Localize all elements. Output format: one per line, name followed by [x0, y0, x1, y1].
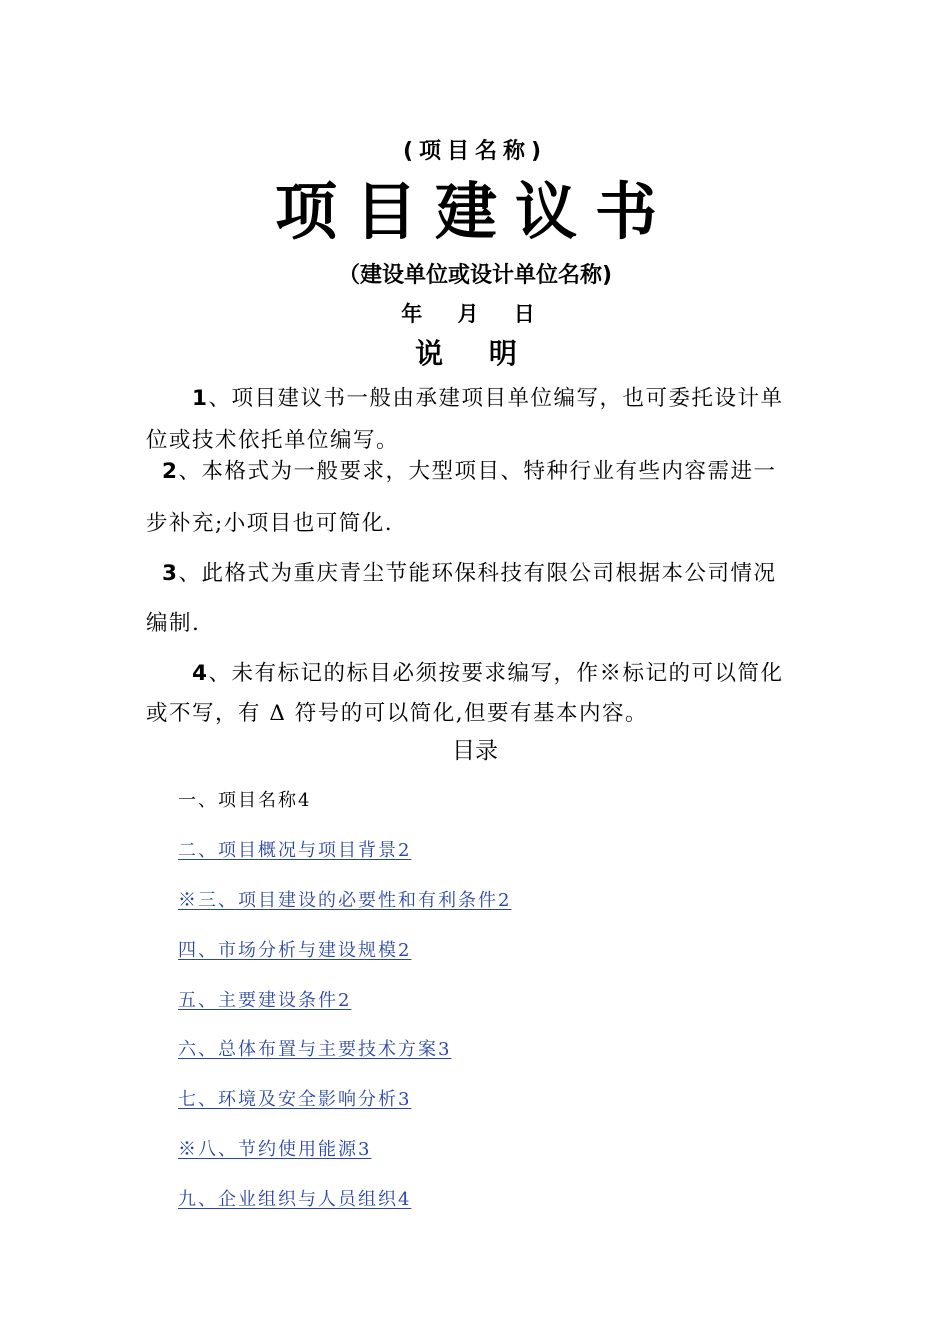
- toc-link-7[interactable]: 七、环境及安全影响分析3: [178, 1089, 412, 1110]
- note-item-3: [146, 556, 810, 646]
- toc-item-1: 一、项目名称4: [178, 790, 312, 811]
- notes-heading: 说 明: [415, 337, 535, 370]
- note-text: 、此格式为重庆青尘节能环保科技有限公司根据本公司情况: [178, 561, 777, 586]
- note-item-2: [146, 454, 810, 544]
- toc-title: 目录: [452, 738, 498, 764]
- note-line: [162, 556, 776, 587]
- toc-link-3[interactable]: ※三、项目建设的必要性和有利条件2: [178, 890, 512, 911]
- note-line: [162, 454, 776, 485]
- main-title: 项目建议书: [274, 175, 675, 248]
- note-number: 1: [192, 386, 209, 411]
- toc-link-5[interactable]: 五、主要建设条件2: [178, 990, 352, 1011]
- toc-link-4[interactable]: 四、市场分析与建设规模2: [178, 940, 412, 961]
- note-line: [192, 656, 783, 687]
- note-line: 或不写，有 Δ 符号的可以简化,但要有基本内容。: [146, 701, 649, 726]
- note-line: [192, 381, 783, 412]
- toc-link-6[interactable]: 六、总体布置与主要技术方案3: [178, 1039, 452, 1060]
- unit-name: （建设单位或设计单位名称): [337, 263, 613, 288]
- note-item-4: [146, 656, 810, 736]
- toc-link-2[interactable]: 二、项目概况与项目背景2: [178, 840, 412, 861]
- note-line: 位或技术依托单位编写。: [146, 428, 400, 453]
- toc-link-8[interactable]: ※八、节约使用能源3: [178, 1139, 372, 1160]
- note-text: 、未有标记的标目必须按要求编写，作※标记的可以简化: [208, 661, 784, 686]
- note-text: 、项目建议书一般由承建项目单位编写，也可委托设计单: [208, 386, 784, 411]
- note-number: 3: [162, 561, 179, 586]
- note-text: 、本格式为一般要求，大型项目、特种行业有些内容需进一: [178, 459, 777, 484]
- project-name: (项目名称): [402, 139, 548, 164]
- toc-link-9[interactable]: 九、企业组织与人员组织4: [178, 1189, 412, 1210]
- note-line: 编制.: [146, 611, 201, 636]
- note-item-1: [146, 381, 810, 461]
- note-number: 2: [162, 459, 179, 484]
- date-line: 年 月 日: [401, 302, 549, 326]
- note-line: 步补充;小项目也可简化.: [146, 511, 394, 536]
- note-number: 4: [192, 661, 209, 686]
